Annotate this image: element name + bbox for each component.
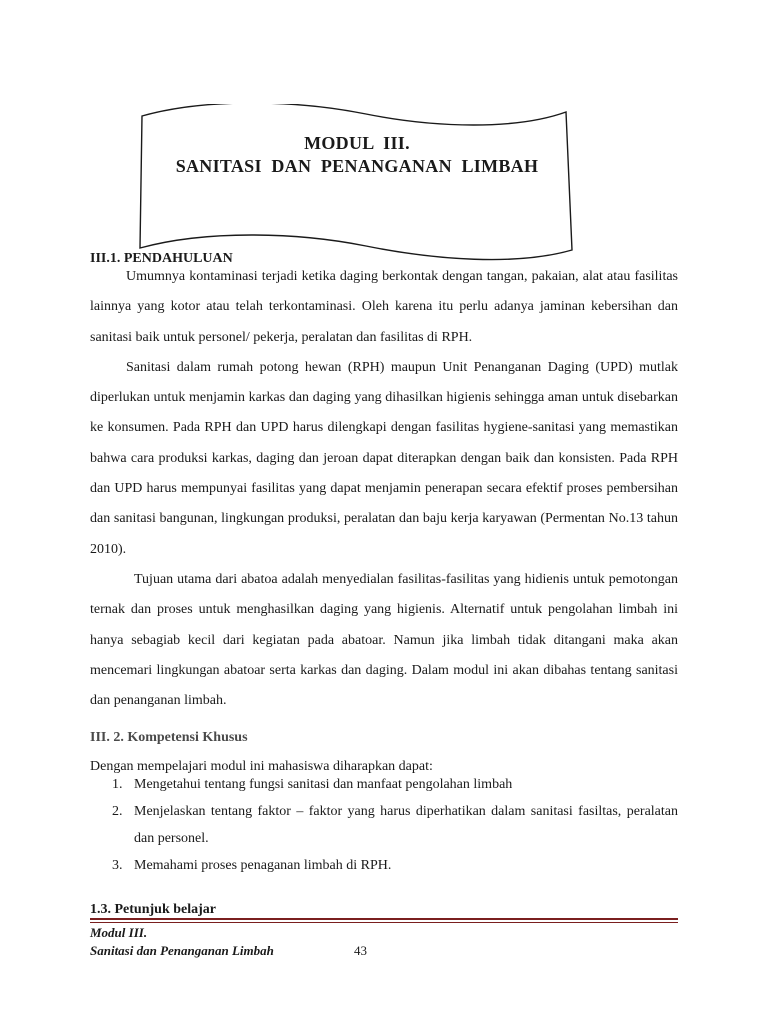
list-item bbox=[90, 776, 678, 794]
section-heading-pendahuluan: III.1. PENDAHULUAN bbox=[90, 251, 233, 266]
footer-rule-thick bbox=[90, 918, 678, 920]
list-item-number: 2. bbox=[112, 804, 123, 820]
module-title: SANITASI DAN PENANGANAN LIMBAH bbox=[175, 156, 539, 176]
competency-intro: Dengan mempelajari modul ini mahasiswa diharapkan dapat: bbox=[90, 759, 433, 775]
list-item-text: Memahami proses penaganan limbah di RPH. bbox=[134, 858, 392, 874]
list-item-text: Mengetahui tentang fungsi sanitasi dan manfaat pengolahan limbah bbox=[134, 777, 513, 793]
list-item bbox=[90, 852, 678, 879]
page-number: 43 bbox=[354, 943, 367, 958]
list-item-number: 3. bbox=[112, 858, 123, 874]
paragraph-3: Tujuan utama dari abatoa adalah menyedialan fasilitas-fasilitas yang hidienis untuk pemotongan ternak dan proses untuk menghasilkan daging yang higienis. Alternatif untuk pengolahan limbah ini hanya sebagiab kecil dari kegiatan pada abatoar. Namun jika limbah tidak ditangani maka akan mencemari lingkungan abatoar serta karkas dan daging. Dalam modul ini akan dibahas tentang sanitasi dan penanganan limbah. bbox=[90, 571, 678, 709]
list-item bbox=[90, 798, 678, 852]
wavy-banner-border bbox=[136, 104, 578, 262]
competency-list bbox=[90, 776, 678, 879]
section-heading-kompetensi: III. 2. Kompetensi Khusus bbox=[90, 730, 248, 746]
module-number: MODUL III. bbox=[304, 133, 410, 153]
document-body bbox=[90, 250, 678, 919]
footer-module: Modul III. bbox=[90, 925, 148, 940]
footer-caption bbox=[90, 924, 274, 960]
paragraph-2: Sanitasi dalam rumah potong hewan (RPH) maupun Unit Penanganan Daging (UPD) mutlak diperlukan untuk menjamin karkas dan daging yang dihasilkan higienis sehingga aman untuk disebarkan ke konsumen. Pada RPH dan UPD harus dilengkapi dengan fasilitas hygiene-sanitasi yang memastikan bahwa cara produksi karkas, daging dan jeroan dapat diterapkan dengan baik dan konsisten. Pada RPH dan UPD harus mempunyai fasilitas yang dapat menjamin penerapan secara efektif proses pembersihan dan sanitasi bangunan, lingkungan produksi, peralatan dan baju kerja karyawan (Permentan No.13 tahun 2010). bbox=[90, 359, 678, 557]
list-item-number: 1. bbox=[112, 777, 123, 793]
paragraph-1: Umumnya kontaminasi terjadi ketika daging berkontak dengan tangan, pakaian, alat atau fasilitas lainnya yang kotor atau telah terkontaminasi. Oleh karena itu perlu adanya jaminan kebersihan dan sanitasi baik untuk personel/ pekerja, peralatan dan fasilitas di RPH. bbox=[90, 269, 678, 345]
list-item-text: Menjelaskan tentang faktor – faktor yang harus diperhatikan dalam sanitasi fasiltas, peralatan dan personel. bbox=[134, 804, 678, 847]
module-title-banner bbox=[136, 104, 578, 262]
footer-rule-thin bbox=[90, 922, 678, 923]
section-heading-petunjuk: 1.3. Petunjuk belajar bbox=[90, 902, 216, 918]
footer-module-title: Sanitasi dan Penanganan Limbah bbox=[90, 943, 274, 958]
